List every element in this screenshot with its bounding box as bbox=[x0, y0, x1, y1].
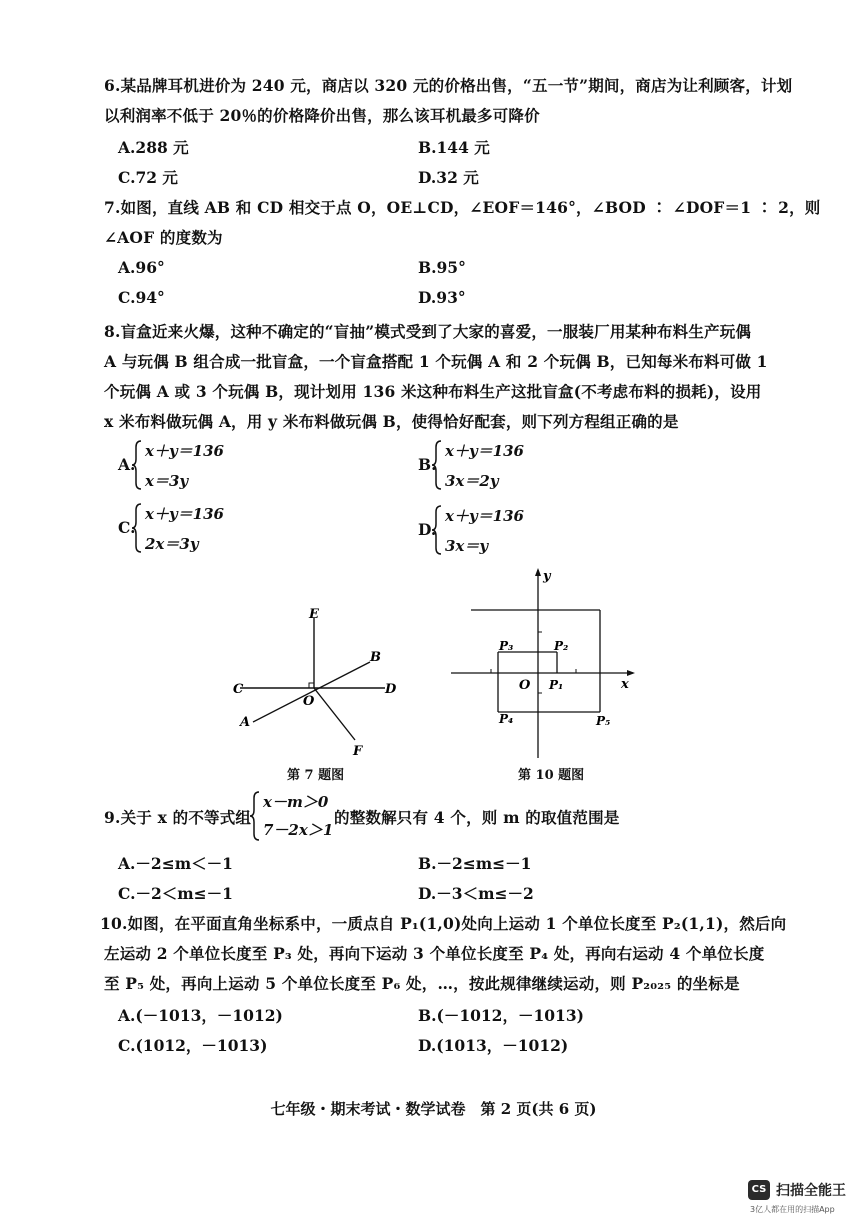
scanner-app-name: 扫描全能王 bbox=[776, 1183, 846, 1199]
ray-of bbox=[314, 688, 355, 740]
q7-option-d: D.93° bbox=[418, 288, 466, 307]
q9-prefix: 9.关于 x 的不等式组 bbox=[104, 808, 252, 827]
q8-option-c-system bbox=[131, 503, 251, 553]
brace-icon bbox=[431, 440, 443, 490]
label-p5: P₅ bbox=[596, 714, 611, 728]
q10-line1: 10.如图，在平面直角坐标系中，一质点自 P₁(1,0)处向上运动 1 个单位长度至 P₂(1,1)，然后向 bbox=[100, 914, 787, 933]
q9-inequality-2: 7－2x＞1 bbox=[263, 821, 334, 839]
q8-line3: 个玩偶 A 或 3 个玩偶 B，现计划用 136 米这种布料生产这批盲盒(不考虑布料的损耗)，设用 bbox=[104, 382, 762, 401]
label-f: F bbox=[353, 744, 363, 759]
q8-option-d-eq2: 3x＝y bbox=[445, 537, 489, 555]
q8-option-b-system bbox=[431, 440, 551, 490]
label-p4: P₄ bbox=[499, 712, 514, 726]
brace-icon bbox=[131, 440, 143, 490]
x-axis-arrow-icon bbox=[627, 670, 635, 676]
brace-icon bbox=[431, 505, 443, 555]
brace-icon bbox=[249, 791, 261, 841]
q8-line1: 8.盲盒近来火爆，这种不确定的“盲抽”模式受到了大家的喜爱，一服装厂用某种布料生产玩偶 bbox=[104, 322, 752, 341]
label-origin: O bbox=[519, 678, 531, 693]
label-p2: P₂ bbox=[554, 639, 569, 653]
q10-option-b: B.(－1012，－1013) bbox=[418, 1006, 584, 1025]
line-ab bbox=[253, 662, 370, 722]
scanner-logo-icon: CS bbox=[748, 1180, 770, 1200]
q7-option-c: C.94° bbox=[118, 288, 165, 307]
q8-option-c-eq1: x＋y＝136 bbox=[145, 505, 224, 523]
q8-option-b-eq1: x＋y＝136 bbox=[445, 442, 524, 460]
q8-option-a-system bbox=[131, 440, 251, 490]
q6-option-a: A.288 元 bbox=[118, 138, 189, 157]
q8-option-a-label: A. bbox=[118, 455, 136, 474]
q10-line3: 至 P₅ 处，再向上运动 5 个单位长度至 P₆ 处，…，按此规律继续运动，则 P₂₀₂₅ 的坐标是 bbox=[104, 974, 740, 993]
brace-icon bbox=[131, 503, 143, 553]
q7-option-a: A.96° bbox=[118, 258, 165, 277]
q8-option-d-system bbox=[431, 505, 551, 555]
q7-line1: 7.如图，直线 AB 和 CD 相交于点 O，OE⊥CD，∠EOF＝146°，∠BOD ∶ ∠DOF＝1 ∶ 2，则 bbox=[104, 198, 821, 217]
figure-7-diagram bbox=[225, 600, 415, 760]
q10-line2: 左运动 2 个单位长度至 P₃ 处，再向下运动 3 个单位长度至 P₄ 处，再向右运动 4 个单位长度 bbox=[104, 944, 765, 963]
label-p3: P₃ bbox=[499, 639, 514, 653]
q10-option-a: A.(－1013，－1012) bbox=[118, 1006, 283, 1025]
page-footer: 七年级・期末考试・数学试卷 第 2 页(共 6 页) bbox=[270, 1100, 597, 1118]
q8-option-b-label: B. bbox=[418, 455, 437, 474]
label-p1: P₁ bbox=[549, 678, 564, 692]
q6-line2: 以利润率不低于 20％的价格降价出售，那么该耳机最多可降价 bbox=[104, 106, 540, 125]
right-angle-mark bbox=[309, 683, 314, 688]
q9-suffix: 的整数解只有 4 个，则 m 的取值范围是 bbox=[334, 808, 620, 827]
q10-option-d: D.(1013，－1012) bbox=[418, 1036, 569, 1055]
label-e: E bbox=[309, 607, 319, 622]
q6-option-d: D.32 元 bbox=[418, 168, 479, 187]
q8-option-a-eq2: x＝3y bbox=[145, 472, 189, 490]
q8-option-d-eq1: x＋y＝136 bbox=[445, 507, 524, 525]
label-c: C bbox=[233, 682, 244, 697]
figure-7-caption: 第 7 题图 bbox=[287, 768, 345, 783]
q9-option-a: A.－2≤m＜－1 bbox=[118, 854, 233, 873]
y-axis-arrow-icon bbox=[535, 568, 541, 576]
q7-line2: ∠AOF 的度数为 bbox=[104, 228, 223, 247]
q8-option-b-eq2: 3x＝2y bbox=[445, 472, 499, 490]
q9-inequality-1: x－m＞0 bbox=[263, 793, 329, 811]
label-d: D bbox=[385, 682, 397, 697]
q7-option-b: B.95° bbox=[418, 258, 466, 277]
label-a: A bbox=[240, 715, 251, 730]
label-o: O bbox=[303, 694, 315, 709]
q6-option-b: B.144 元 bbox=[418, 138, 490, 157]
q8-option-c-label: C. bbox=[118, 518, 136, 537]
q8-option-d-label: D. bbox=[418, 520, 437, 539]
q6-line1: 6.某品牌耳机进价为 240 元，商店以 320 元的价格出售，“五一节”期间，商店为让利顾客，计划 bbox=[104, 76, 793, 95]
q8-option-a-eq1: x＋y＝136 bbox=[145, 442, 224, 460]
q9-option-b: B.－2≤m≤－1 bbox=[418, 854, 532, 873]
scanner-watermark bbox=[748, 1178, 860, 1218]
label-x: x bbox=[621, 677, 629, 692]
q8-option-c-eq2: 2x＝3y bbox=[145, 535, 199, 553]
q6-option-c: C.72 元 bbox=[118, 168, 178, 187]
q8-line2: A 与玩偶 B 组合成一批盲盒，一个盲盒搭配 1 个玩偶 A 和 2 个玩偶 B，已知每米布料可做 1 bbox=[104, 352, 768, 371]
q10-option-c: C.(1012，－1013) bbox=[118, 1036, 268, 1055]
q9-option-c: C.－2＜m≤－1 bbox=[118, 884, 233, 903]
label-y: y bbox=[543, 569, 551, 584]
q9-option-d: D.－3＜m≤－2 bbox=[418, 884, 534, 903]
figure-10-diagram bbox=[443, 560, 648, 760]
scanner-tagline: 3亿人都在用的扫描App bbox=[750, 1205, 835, 1214]
q8-line4: x 米布料做玩偶 A，用 y 米布料做玩偶 B，使得恰好配套，则下列方程组正确的是 bbox=[104, 412, 679, 431]
label-b: B bbox=[370, 650, 381, 665]
figure-10-caption: 第 10 题图 bbox=[518, 768, 585, 783]
